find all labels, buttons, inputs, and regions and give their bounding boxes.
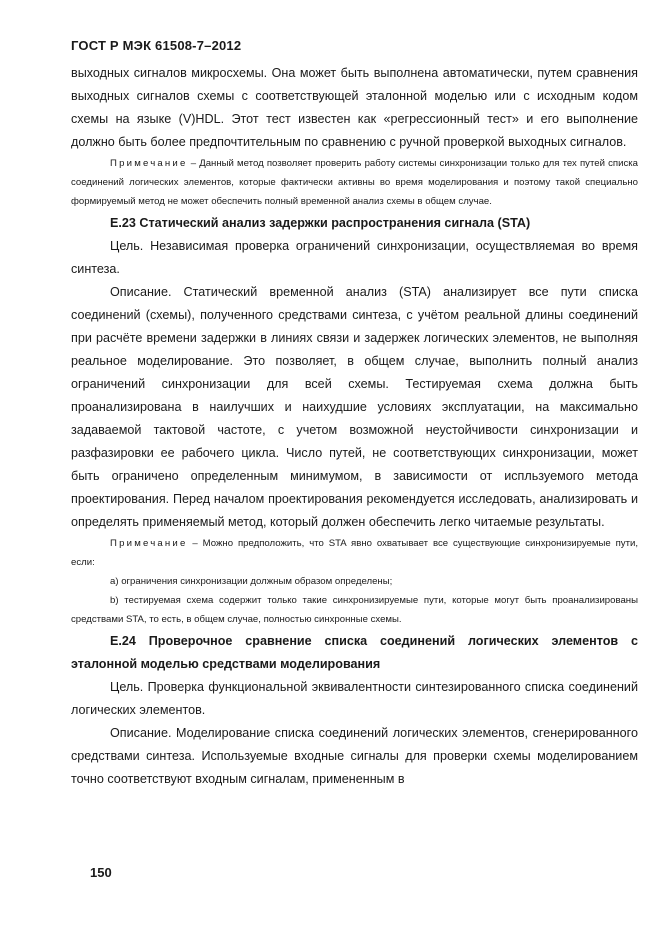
section-e24-goal: Цель. Проверка функциональной эквивалентности синтезированного списка соединений логических элементов.: [71, 679, 638, 717]
note-2-item-a: а) ограничения синхронизации должным образом определены;: [110, 576, 393, 588]
note-2-text: – Можно предположить, что STA явно охватывает все существующие синхронизируемые пути, если:: [71, 537, 638, 568]
section-e23-title: Е.23 Статический анализ задержки распространения сигнала (STA): [110, 215, 531, 230]
note-2-label: Примечание: [110, 537, 188, 549]
section-e23-goal: Цель. Независимая проверка ограничений синхронизации, осуществляемая во время синтеза.: [71, 238, 638, 276]
section-e23-description: Описание. Статический временной анализ (STA) анализирует все пути списка соединений (схемы), полученного средствами синтеза, с учётом реальной длины соединений при расчёте времени задержки в линиях связи и задержек логических элементов, не выполняя реальное моделирование. Это позволяет, в общем случае, выполнить полный анализ ограничений синхронизации для всей схемы. Тестируемая схема должна быть проанализирована в наилучших и наихудшие условиях эксплуатации, на максимально задаваемой тактовой частоте, с учетом возможной неустойчивости синхронизации и разфазировки ее рабочего цикла. Число путей, не соответствующих синхронизации, может быть ограничено определенным минимумом, в зависимости от испльзуемого метода проектирования. Перед началом проектирования рекомендуется исследовать, анализировать и определять применяемый метод, который должен обеспечить легко читаемые результаты.: [71, 284, 638, 529]
note-1-text: – Данный метод позволяет проверить работу системы синхронизации только для тех путей списка соединений логических элементов, которые фактически активны во время моделирования и поэтому такой специально формируемый метод не может обеспечить полный временной анализ схемы в общем случае.: [71, 158, 638, 208]
document-header: ГОСТ Р МЭК 61508-7–2012: [71, 38, 242, 53]
page-number: 150: [90, 865, 112, 880]
document-body: [71, 62, 638, 791]
paragraph-continuation: выходных сигналов микросхемы. Она может быть выполнена автоматически, путем сравнения выходных сигналов схемы с соответствующей эталонной моделью или с исходным кодом схемы на языке (V)HDL. Этот тест известен как «регрессионный тест» и его выполнение должно быть более предпочтительным по сравнению с ручной проверкой выходных сигналов.: [71, 66, 638, 149]
note-1: [71, 154, 638, 212]
note-2: [71, 534, 638, 572]
section-e24-title: Е.24 Проверочное сравнение списка соединений логических элементов с эталонной моделью средствами моделирования: [71, 633, 638, 671]
note-2-item-b: b) тестируемая схема содержит только такие синхронизируемые пути, которые могут быть проанализированы средствами STA, то есть, в общем случае, полностью синхронные схемы.: [71, 595, 638, 626]
section-e24-description: Описание. Моделирование списка соединений логических элементов, сгенерированного средствами синтеза. Используемые входные сигналы для проверки схемы моделированием точно соответствуют входным сигналам, примененным в: [71, 725, 638, 786]
note-1-label: Примечание: [110, 158, 188, 169]
